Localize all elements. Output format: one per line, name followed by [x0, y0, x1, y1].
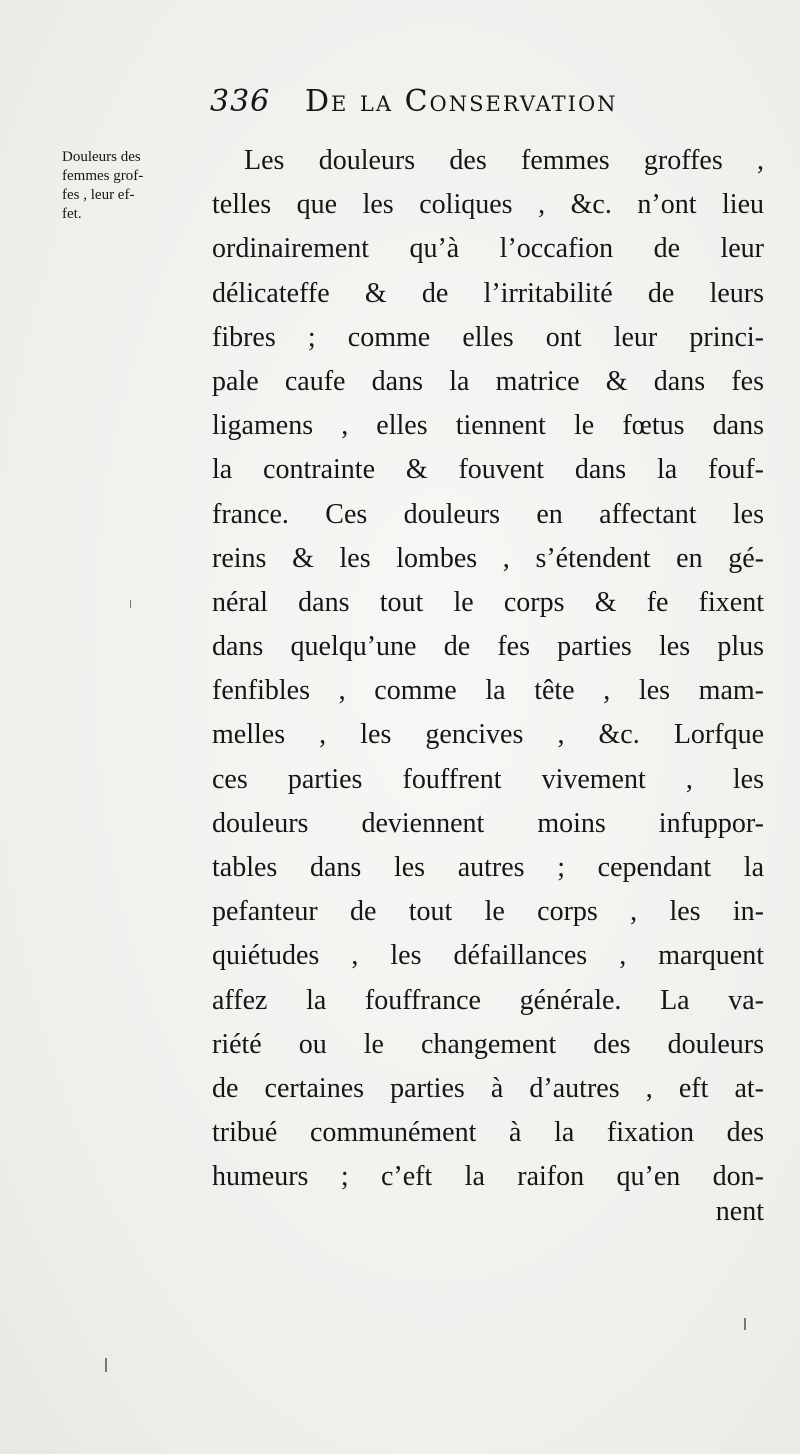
text-line: dans quelqu’une de fes parties les plus [212, 631, 764, 663]
text-line: tables dans les autres ; cependant la [212, 852, 764, 883]
text-line: tribué communément à la fixation des [212, 1117, 764, 1149]
text-line: fibres ; comme elles ont leur princi- [212, 321, 764, 353]
text-line: quiétudes , les défaillances , marquent [212, 940, 764, 972]
marginal-note-line: fes , leur ef- [62, 187, 135, 203]
page-number: 336 [210, 84, 271, 119]
text-line: pale caufe dans la matrice & dans fes [212, 365, 764, 397]
text-line: reins & les lombes , s’étendent en gé- [212, 542, 764, 574]
paper-speck [744, 1318, 746, 1330]
text-line: ligamens , elles tiennent le fœtus dans [212, 410, 764, 442]
text-line: ordinairement qu’à l’occafion de leur [212, 233, 764, 265]
text-line: de certaines parties à d’autres , eft at- [212, 1072, 764, 1104]
text-line: telles que les coliques , &c. n’ont lieu [212, 189, 764, 221]
running-title: De la Conservation [305, 84, 618, 119]
text-line: riété ou le changement des douleurs [212, 1028, 764, 1060]
marginal-note-line: fet. [62, 206, 82, 222]
text-line: pefanteur de tout le corps , les in- [212, 896, 764, 928]
text-line: melles , les gencives , &c. Lorfque [212, 719, 764, 751]
text-line: néral dans tout le corps & fe fixent [212, 586, 764, 618]
text-line: ces parties fouffrent vivement , les [212, 763, 764, 795]
text-line: france. Ces douleurs en affectant les [212, 498, 764, 530]
paper-speck [105, 1358, 107, 1372]
page-header [210, 84, 766, 128]
text-line: délicateffe & de l’irritabilité de leurs [212, 277, 764, 309]
paper-speck [130, 600, 131, 608]
marginal-note-line: Douleurs des [62, 149, 141, 165]
body-text [212, 139, 764, 1200]
text-line: humeurs ; c’eft la raifon qu’en don- [212, 1161, 764, 1193]
text-line: fenfibles , comme la tête , les mam- [212, 675, 764, 707]
text-line: douleurs deviennent moins infuppor- [212, 807, 764, 839]
marginal-note [62, 148, 212, 224]
text-line: Les douleurs des femmes groffes , [244, 145, 764, 176]
text-line: affez la fouffrance générale. La va- [212, 984, 764, 1016]
marginal-note-line: femmes grof- [62, 168, 144, 184]
text-line: la contrainte & fouvent dans la fouf- [212, 454, 764, 486]
catchword: nent [715, 1196, 764, 1227]
